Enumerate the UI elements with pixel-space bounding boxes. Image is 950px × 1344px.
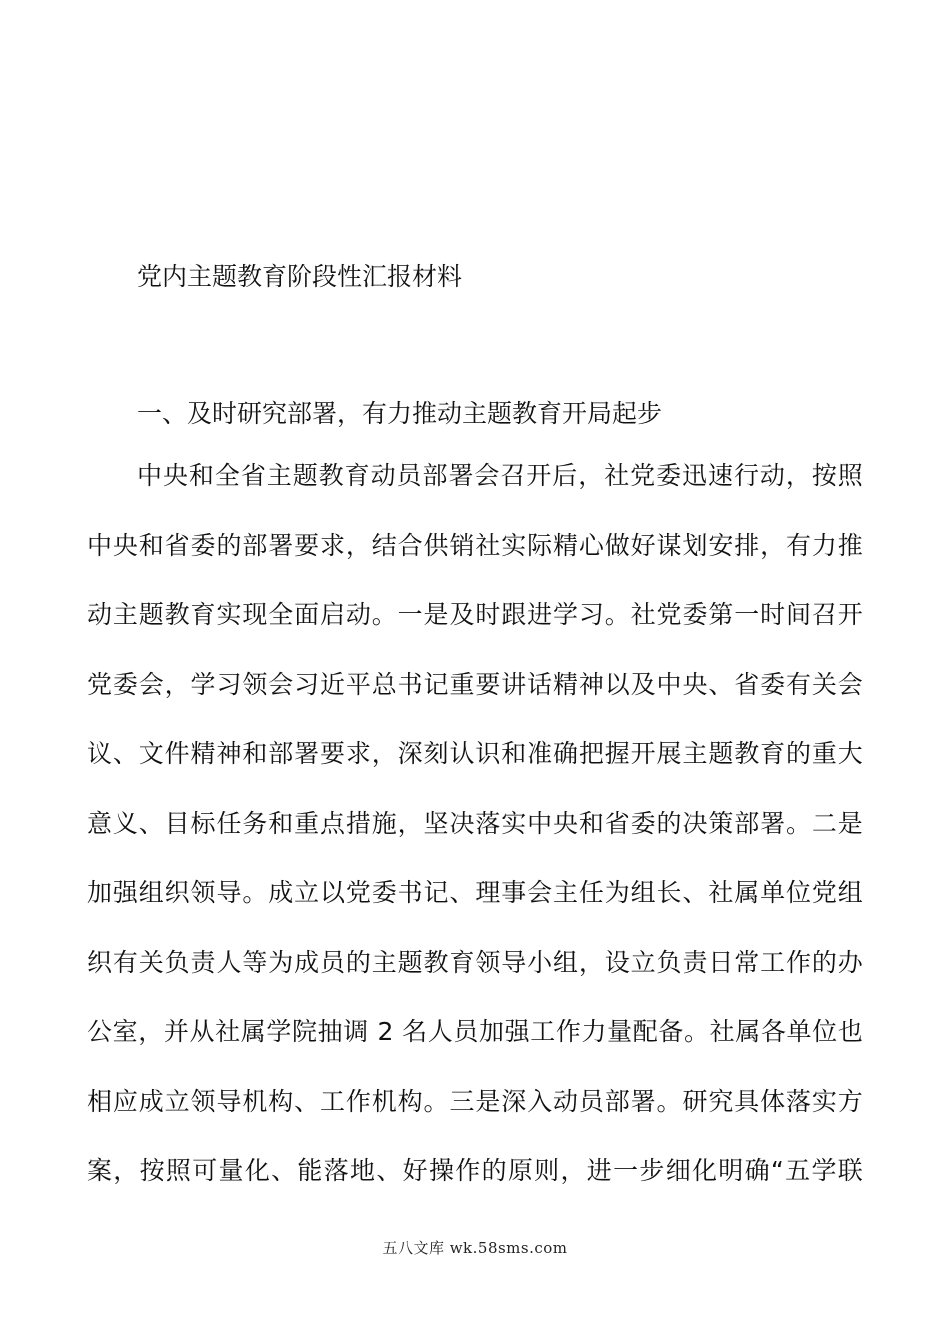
body-line: 意义、目标任务和重点措施，坚决落实中央和省委的决策部署。二是 (87, 808, 863, 838)
document-title: 党内主题教育阶段性汇报材料 (137, 262, 463, 291)
body-line: 议、文件精神和部署要求，深刻认识和准确把握开展主题教育的重大 (87, 739, 863, 768)
body-line: 加强组织领导。成立以党委书记、理事会主任为组长、社属单位党组 (87, 878, 863, 907)
body-line: 中央和全省主题教育动员部署会召开后，社党委迅速行动，按照 (137, 461, 863, 490)
section-heading: 一、及时研究部署，有力推动主题教育开局起步 (137, 399, 663, 428)
body-line: 相应成立领导机构、工作机构。三是深入动员部署。研究具体落实方 (87, 1086, 863, 1116)
body-line: 党委会，学习领会习近平总书记重要讲话精神以及中央、省委有关会 (87, 669, 863, 699)
body-line: 公室，并从社属学院抽调 2 名人员加强工作力量配备。社属各单位也 (87, 1017, 863, 1046)
body-line: 中央和省委的部署要求，结合供销社实际精心做好谋划安排，有力推 (87, 530, 863, 560)
body-line: 案，按照可量化、能落地、好操作的原则，进一步细化明确“五学联 (87, 1156, 863, 1185)
body-paragraph (87, 454, 863, 1219)
body-line: 织有关负责人等为成员的主题教育领导小组，设立负责日常工作的办 (87, 947, 863, 977)
footer-watermark: 五八文库 wk.58sms.com (382, 1239, 568, 1257)
body-line: 动主题教育实现全面启动。一是及时跟进学习。社党委第一时间召开 (87, 600, 863, 629)
